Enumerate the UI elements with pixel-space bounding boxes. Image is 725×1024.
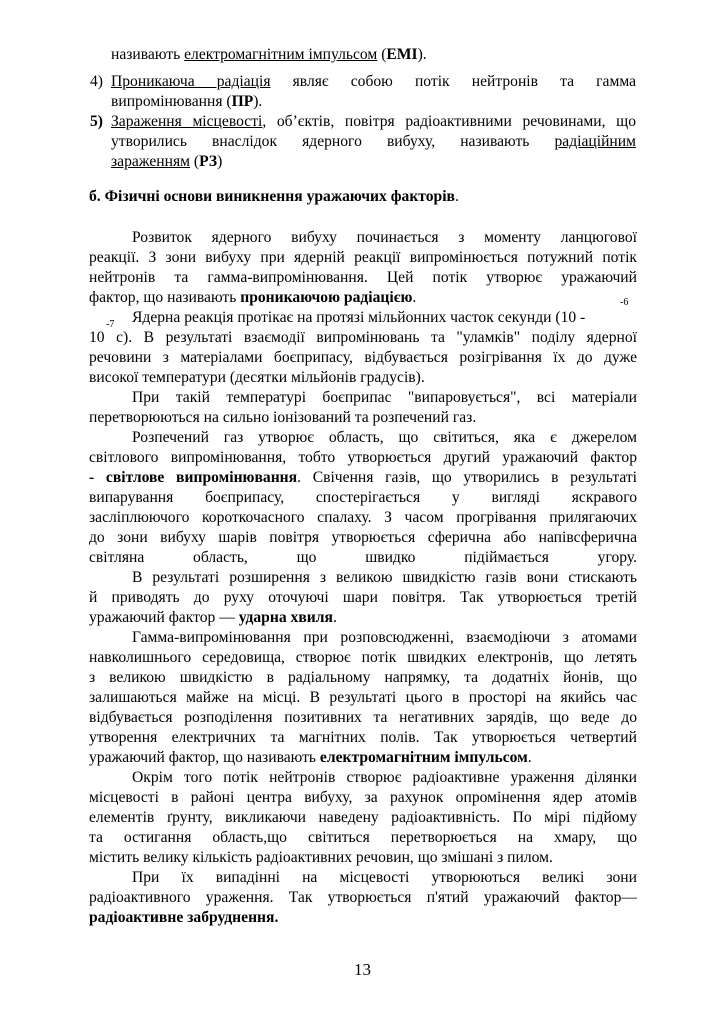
paragraph-3: При такій температурі боєприпас "випаровується", всі матеріали перетворюються на сильно іонізований та розпечений газ.	[89, 389, 637, 426]
list-item-number: 4)	[90, 73, 103, 90]
list-item-5: 5) Зараження місцевості, об’єктів, повітря радіоактивними речовинами, що утворились внаслідок ядерного вибуху, називають радіаційним зараженням (РЗ)	[90, 113, 636, 170]
paragraph-5: В результаті розширення з великою швидкістю газів вони стискають й приводять до руху оточуючі шари повітря. Так утворюється третій уражаючий фактор — ударна хвиля.	[89, 569, 637, 626]
list-continuation: називають електромагнітним імпульсом (ЕМІ).	[111, 46, 427, 63]
paragraph-6: Гамма-випромінювання при розповсюдженні, взаємодіючи з атомами навколишнього середовища, створює потік швидких електронів, що летять з великою швидкістю в радіальному напрямку, та додатніх йонів, що залишаються майже на місці. В результаті цього в просторі на якийсь час відбувається розподілення позитивних та негативних зарядів, що веде до утворення електричних та магнітних полів. Так утворюється четвертий уражаючий фактор, що називають електромагнітним імпульсом.	[89, 629, 637, 766]
paragraph-2: Ядерна реакція протікає на протязі мільйонних часток секунди (10 - 10 с). В результаті взаємодії випромінювань та "уламків" поділу ядерної речовини з матеріалами боєприпасу, відбувається розігрівання їх до дуже високої температури (десятки мільйонів градусів).	[89, 309, 637, 386]
paragraph-1: Розвиток ядерного вибуху починається з моменту ланцюгової реакції. З зони вибуху при ядерній реакції випромінюється потужний потік нейтронів та гамма-випромінювання. Цей потік утворює уражаючий фактор, що називають проникаючою радіацією.	[89, 229, 637, 306]
exponent-subscript: -7	[106, 319, 115, 330]
section-heading: б. Фізичні основи виникнення уражаючих факторів.	[89, 188, 459, 205]
paragraph-4: Розпечений газ утворює область, що світиться, яка є джерелом світлового випромінювання, тобто утворюється другий уражаючий фактор - світлове випромінювання. Свічення газів, що утворились в результаті випарування боєприпасу, спостерігається у вигляді яскравого засліплюючого короткочасного спалаху. З часом прогрівання прилягаючих до зони вибуху шарів повітря утворюється сферична або напівсферична світляна область, що швидко підіймається угору.	[89, 429, 637, 566]
page-number: 13	[354, 960, 371, 979]
list-item-number: 5)	[90, 113, 103, 130]
paragraph-7: Окрім того потік нейтронів створює радіоактивне ураження ділянки місцевості в районі центра вибуху, за рахунок опромінення ядер атомів елементів ґрунту, викликаючи наведену радіоактивність. По мірі підйому та остигання область,що світиться перетворюється на хмару, що містить велику кількість радіоактивних речовин, що змішані з пилом.	[89, 769, 637, 866]
list-item-4: 4) Проникаюча радіація являє собою потік нейтронів та гамма випромінювання (ПР).	[90, 73, 637, 110]
exponent-superscript: -6	[620, 297, 629, 308]
paragraph-8: При їх випадінні на місцевості утворюються великі зони радіоактивного ураження. Так утворюється п'ятий уражаючий фактор— радіоактивне забруднення.	[89, 869, 637, 926]
